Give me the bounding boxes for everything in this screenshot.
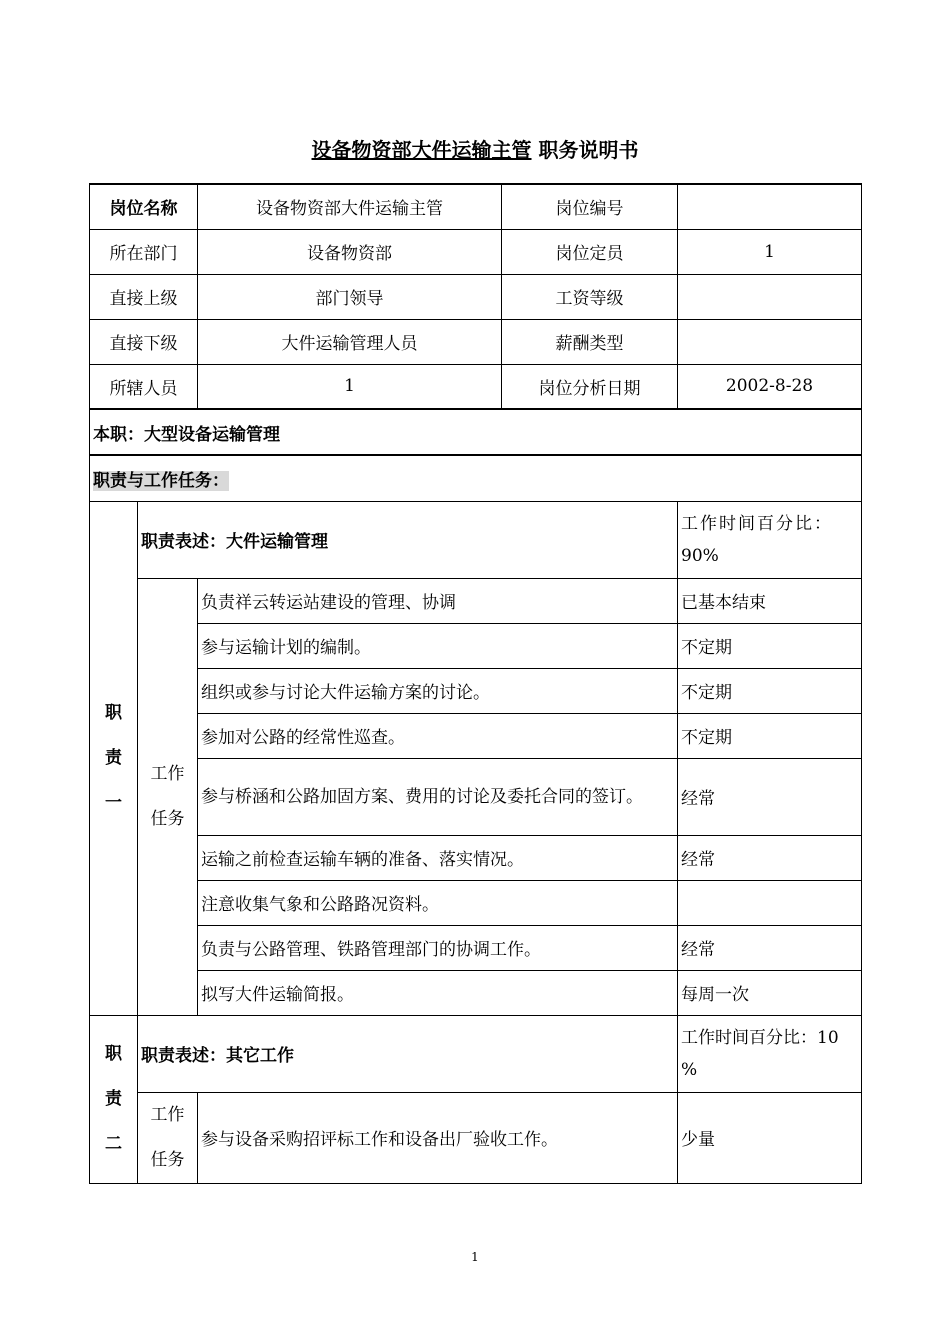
task-row [90,713,862,758]
value-headcount: 1 [678,229,862,274]
value-pay-type [678,319,862,364]
duty1-desc-row [90,501,862,578]
task-frequency: 已基本结束 [678,578,862,623]
task-frequency: 每周一次 [678,970,862,1015]
task-row [90,623,862,668]
label-position-code: 岗位编号 [502,184,678,229]
label-department: 所在部门 [90,229,198,274]
task-frequency: 少量 [678,1092,862,1183]
label-analysis-date: 岗位分析日期 [502,364,678,409]
duties-header: 职责与工作任务： [93,470,229,491]
task-row [90,925,862,970]
page-number: 1 [471,1250,479,1264]
core-duty: 本职：大型设备运输管理 [90,409,862,455]
task-row [90,880,862,925]
duty1-desc: 职责表述：大件运输管理 [138,501,678,578]
task-text: 组织或参与讨论大件运输方案的讨论。 [198,668,678,713]
label-pay-type: 薪酬类型 [502,319,678,364]
duty1-label: 职 责 一 [90,501,138,1015]
task-frequency: 经常 [678,925,862,970]
info-row-department [90,229,862,274]
task-row [90,835,862,880]
title-position-name: 设备物资部大件运输主管 [311,138,532,162]
task-text: 运输之前检查运输车辆的准备、落实情况。 [198,835,678,880]
value-staff: 1 [198,364,502,409]
info-row-subordinates [90,319,862,364]
task-row [90,758,862,835]
task-text: 负责祥云转运站建设的管理、协调 [198,578,678,623]
value-department: 设备物资部 [198,229,502,274]
value-position-name: 设备物资部大件运输主管 [198,184,502,229]
job-description-table [89,183,862,1184]
duty2-label: 职 责 二 [90,1015,138,1183]
label-position-name: 岗位名称 [90,184,198,229]
value-analysis-date: 2002-8-28 [678,364,862,409]
task-row [90,668,862,713]
task-row [90,578,862,623]
value-subordinates: 大件运输管理人员 [198,319,502,364]
label-headcount: 岗位定员 [502,229,678,274]
task-text: 参与运输计划的编制。 [198,623,678,668]
task-row [90,1092,862,1183]
task-text: 参与桥涵和公路加固方案、费用的讨论及委托合同的签订。 [198,758,678,835]
task-frequency [678,880,862,925]
duty2-time-percent: 工作时间百分比：10 % [678,1015,862,1092]
value-salary-grade [678,274,862,319]
document-title [0,134,950,163]
task-text: 拟写大件运输简报。 [198,970,678,1015]
duty2-desc-row [90,1015,862,1092]
task-frequency: 经常 [678,835,862,880]
task-text: 注意收集气象和公路路况资料。 [198,880,678,925]
info-row-supervisor [90,274,862,319]
label-salary-grade: 工资等级 [502,274,678,319]
label-staff: 所辖人员 [90,364,198,409]
info-row-staff [90,364,862,409]
label-supervisor: 直接上级 [90,274,198,319]
task-frequency: 不定期 [678,713,862,758]
task-frequency: 经常 [678,758,862,835]
info-row-position-name [90,184,862,229]
duty2-work-label: 工作 任务 [138,1092,198,1183]
core-duty-row [90,409,862,455]
value-position-code [678,184,862,229]
title-doc-type: 职务说明书 [531,138,639,162]
task-text: 参加对公路的经常性巡查。 [198,713,678,758]
task-text: 参与设备采购招评标工作和设备出厂验收工作。 [198,1092,678,1183]
duty1-time-percent: 工作时间百分比： 90% [678,501,862,578]
task-frequency: 不定期 [678,668,862,713]
duty2-desc: 职责表述：其它工作 [138,1015,678,1092]
label-subordinates: 直接下级 [90,319,198,364]
task-frequency: 不定期 [678,623,862,668]
duty1-work-label: 工作 任务 [138,578,198,1015]
task-row [90,970,862,1015]
value-supervisor: 部门领导 [198,274,502,319]
task-text: 负责与公路管理、铁路管理部门的协调工作。 [198,925,678,970]
duties-header-row [90,455,862,501]
